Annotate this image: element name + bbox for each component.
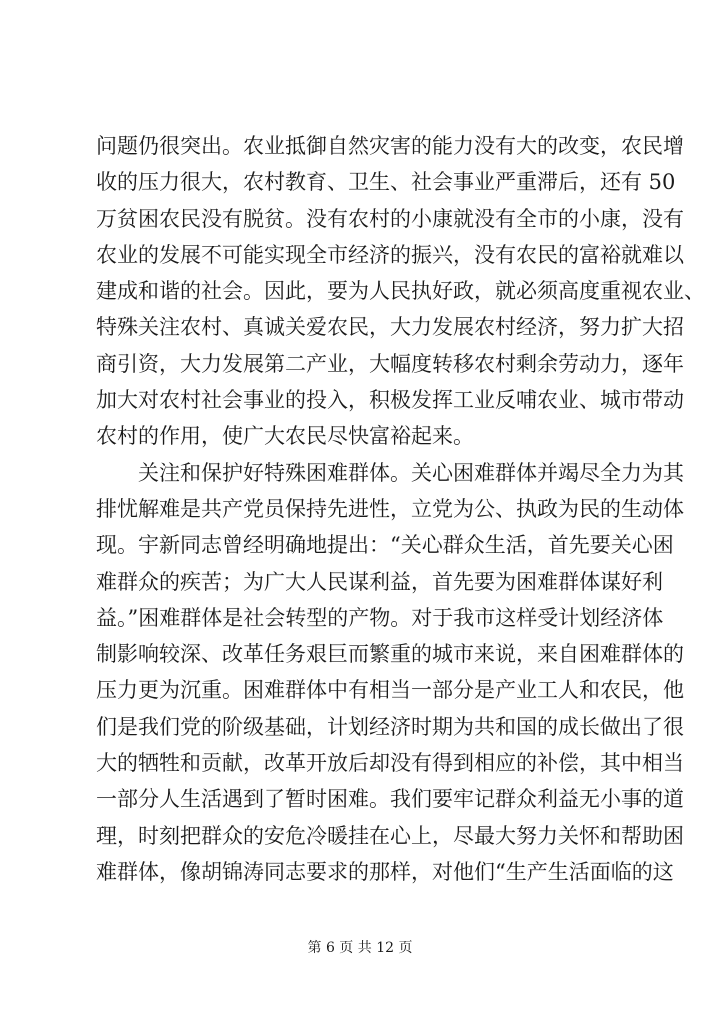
text-line: 压力更为沉重。困难群体中有相当一部分是产业工人和农民，他 bbox=[96, 678, 684, 703]
text-line: 商引资，大力发展第二产业，大幅度转移农村剩余劳动力，逐年 bbox=[96, 351, 684, 376]
text-line: 问题仍很突出。农业抵御自然灾害的能力没有大的改变，农民增 bbox=[96, 134, 684, 158]
text-line: 万贫困农民没有脱贫。没有农村的小康就没有全市的小康，没有 bbox=[96, 206, 684, 231]
text-line: 排忧解难是共产党员保持先进性，立党为公、执政为民的生动体 bbox=[96, 496, 684, 521]
text-line: 农业的发展不可能实现全市经济的振兴，没有农民的富裕就难以 bbox=[96, 242, 684, 267]
text-line: 理，时刻把群众的安危冷暖挂在心上，尽最大努力关怀和帮助困 bbox=[96, 823, 684, 848]
text-line: 们是我们党的阶级基础，计划经济时期为共和国的成长做出了很 bbox=[96, 714, 684, 739]
page-number: 第 6 页 共 12 页 bbox=[307, 940, 413, 956]
text-line: 现。宇新同志曾经明确地提出：“关心群众生活，首先要关心困 bbox=[96, 533, 674, 558]
text-line: 益。”困难群体是社会转型的产物。对于我市这样受计划经济体 bbox=[96, 605, 664, 630]
text-line: 大的牺牲和贡献，改革开放后却没有得到相应的补偿，其中相当 bbox=[96, 751, 684, 776]
text-line: 难群众的疾苦；为广大人民谋利益，首先要为困难群体谋好利 bbox=[96, 569, 663, 594]
text-line: 加大对农村社会事业的投入，积极发挥工业反哺农业、城市带动 bbox=[96, 388, 684, 413]
text-line: 制影响较深、改革任务艰巨而繁重的城市来说，来自困难群体的 bbox=[96, 642, 684, 667]
text-line: 关注和保护好特殊困难群体。关心困难群体并竭尽全力为其 bbox=[138, 460, 684, 485]
text-line: 一部分人生活遇到了暂时困难。我们要牢记群众利益无小事的道 bbox=[96, 787, 684, 812]
paragraph-2 bbox=[96, 455, 684, 891]
text-line: 难群体，像胡锦涛同志要求的那样，对他们“生产生活面临的这 bbox=[96, 859, 674, 884]
body-text bbox=[96, 128, 705, 890]
paragraph-1 bbox=[96, 128, 705, 455]
text-line: 建成和谐的社会。因此，要为人民执好政，就必须高度重视农业、 bbox=[96, 279, 705, 304]
text-line: 收的压力很大，农村教育、卫生、社会事业严重滞后，还有 50 bbox=[96, 170, 676, 195]
text-line: 特殊关注农村、真诚关爱农民，大力发展农村经济，努力扩大招 bbox=[96, 315, 684, 340]
text-line: 农村的作用，使广大农民尽快富裕起来。 bbox=[96, 424, 474, 449]
